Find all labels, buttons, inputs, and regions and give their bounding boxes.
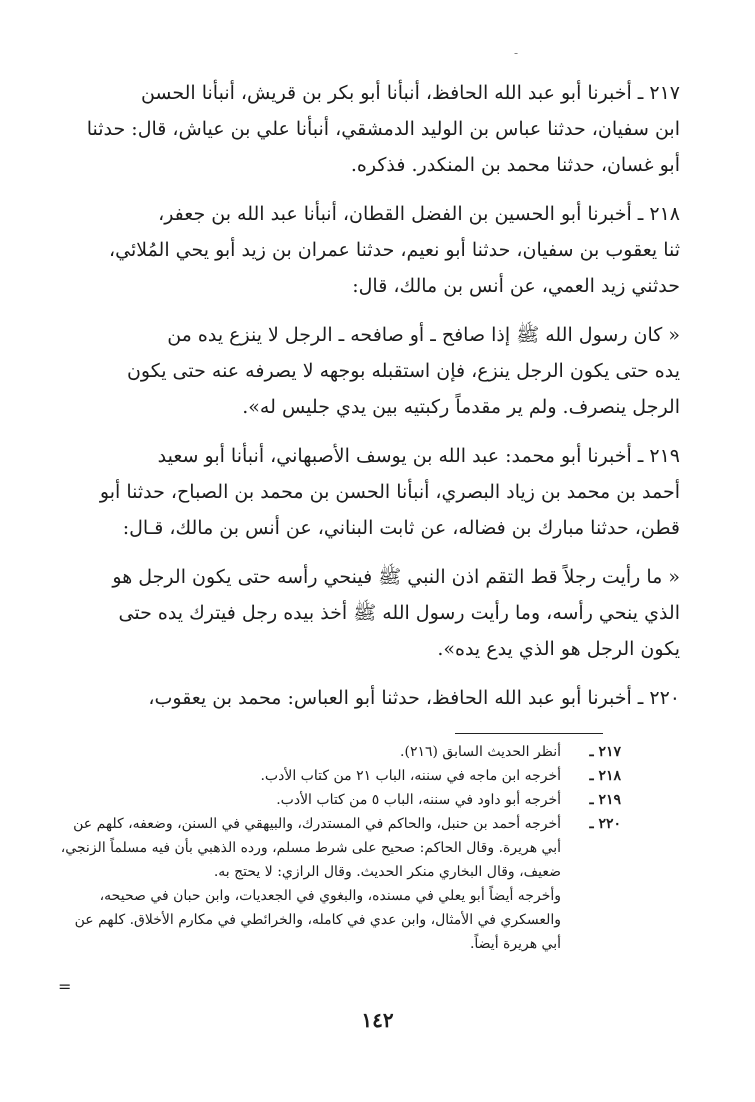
footnote-number: ٢١٧ ـ (589, 744, 621, 760)
main-text (78, 75, 680, 729)
text-line: أحمد بن محمد بن زياد البصري، أنبأنا الحسن بن محمد بن الصباح، حدثنا أبو (99, 481, 680, 503)
hadith-218-paragraph (78, 196, 680, 304)
footnote-line: أنظر الحديث السابق (٢١٦). (400, 744, 561, 760)
footnote-line: أخرجه أبو داود في سننه، الباب ٥ من كتاب الأدب. (276, 792, 561, 808)
footnote-217 (73, 740, 621, 764)
footnote-text (73, 740, 561, 764)
hadith-220-paragraph (78, 680, 680, 716)
footnote-text (61, 812, 561, 956)
footnote-line: ضعيف، وقال البخاري منكر الحديث. وقال الرازي: لا يحتج به. (213, 864, 561, 880)
text-line: ثنا يعقوب بن سفيان، حدثنا أبو نعيم، حدثنا عمران بن زيد أبو يحي المُلائي، (108, 239, 680, 261)
footnote-218 (73, 764, 621, 788)
footnote-line: أخرجه ابن ماجه في سننه، الباب ٢١ من كتاب الأدب. (260, 768, 561, 784)
text-line: أبو غسان، حدثنا محمد بن المنكدر. فذكره. (350, 154, 680, 176)
footnote-219 (73, 788, 621, 812)
footnote-text (73, 788, 561, 812)
text-line: يكون الرجل هو الذي يدع يده». (437, 638, 680, 660)
text-line: قطن، حدثنا مبارك بن فضاله، عن ثابت البناني، عن أنس بن مالك، قـال: (122, 517, 680, 539)
text-line: الرجل ينصرف. ولم ير مقدماً ركبتيه بين يدي جليس له». (242, 396, 680, 418)
hadith-219-paragraph (78, 438, 680, 546)
text-line: « كان رسول الله ﷺ إذا صافح ـ أو صافحه ـ الرجل لا ينزع يده من (167, 324, 680, 346)
page-number: ١٤٢ (361, 1008, 394, 1032)
footnote-line: أبي هريرة أيضاً. (469, 936, 561, 952)
text-line: الذي ينحي رأسه، وما رأيت رسول الله ﷺ أخذ بيده رجل فيترك يده حتى (118, 602, 680, 624)
text-line: ٢١٨ ـ أخبرنا أبو الحسين بن الفضل القطان، أنبأنا عبد الله بن جعفر، (158, 203, 680, 225)
footnote-text (73, 764, 561, 788)
hadith-218-matn (78, 317, 680, 425)
text-line: ابن سفيان، حدثنا عباس بن الوليد الدمشقي، أنبأنا علي بن عياش، قال: حدثنا (86, 118, 680, 140)
footnote-divider (455, 733, 603, 734)
footnote-number: ٢١٩ ـ (589, 792, 621, 808)
text-line: ٢٢٠ ـ أخبرنا أبو عبد الله الحافظ، حدثنا أبو العباس: محمد بن يعقوب، (148, 687, 680, 709)
text-line: « ما رأيت رجلاً قط التقم اذن النبي ﷺ فينحي رأسه حتى يكون الرجل هو (112, 566, 680, 588)
hadith-219-matn (78, 559, 680, 667)
continuation-mark: = (58, 977, 72, 996)
footnote-line: أخرجه أحمد بن حنبل، والحاكم في المستدرك، والبيهقي في السنن، وضعفه، كلهم عن (73, 816, 561, 832)
footnotes (60, 740, 621, 956)
footnote-number: ٢٢٠ ـ (589, 816, 621, 832)
text-line: يده حتى يكون الرجل ينزع، فإن استقبله بوجهه لا يصرفه عنه حتى يكون (126, 360, 680, 382)
footnote-number: ٢١٨ ـ (589, 768, 621, 784)
text-line: ٢١٩ ـ أخبرنا أبو محمد: عبد الله بن يوسف الأصبهاني، أنبأنا أبو سعيد (157, 445, 680, 467)
top-mark: - (514, 46, 519, 60)
footnote-line: وأخرجه أيضاً أبو يعلي في مسنده، والبغوي في الجعديات، وابن حبان في صحيحه، (99, 888, 561, 904)
hadith-217-paragraph (78, 75, 680, 183)
text-line: حدثني زيد العمي، عن أنس بن مالك، قال: (352, 275, 680, 297)
footnote-line: أبي هريرة. وقال الحاكم: صحيح على شرط مسلم، ورده الذهبي بأن فيه مسلماً الزنجي، (60, 840, 561, 856)
footnote-220 (60, 812, 621, 956)
footnote-line: والعسكري في الأمثال، وابن عدي في كامله، والخرائطي في مكارم الأخلاق. كلهم عن (74, 912, 561, 928)
text-line: ٢١٧ ـ أخبرنا أبو عبد الله الحافظ، أنبأنا أبو بكر بن قريش، أنبأنا الحسن (140, 82, 680, 104)
